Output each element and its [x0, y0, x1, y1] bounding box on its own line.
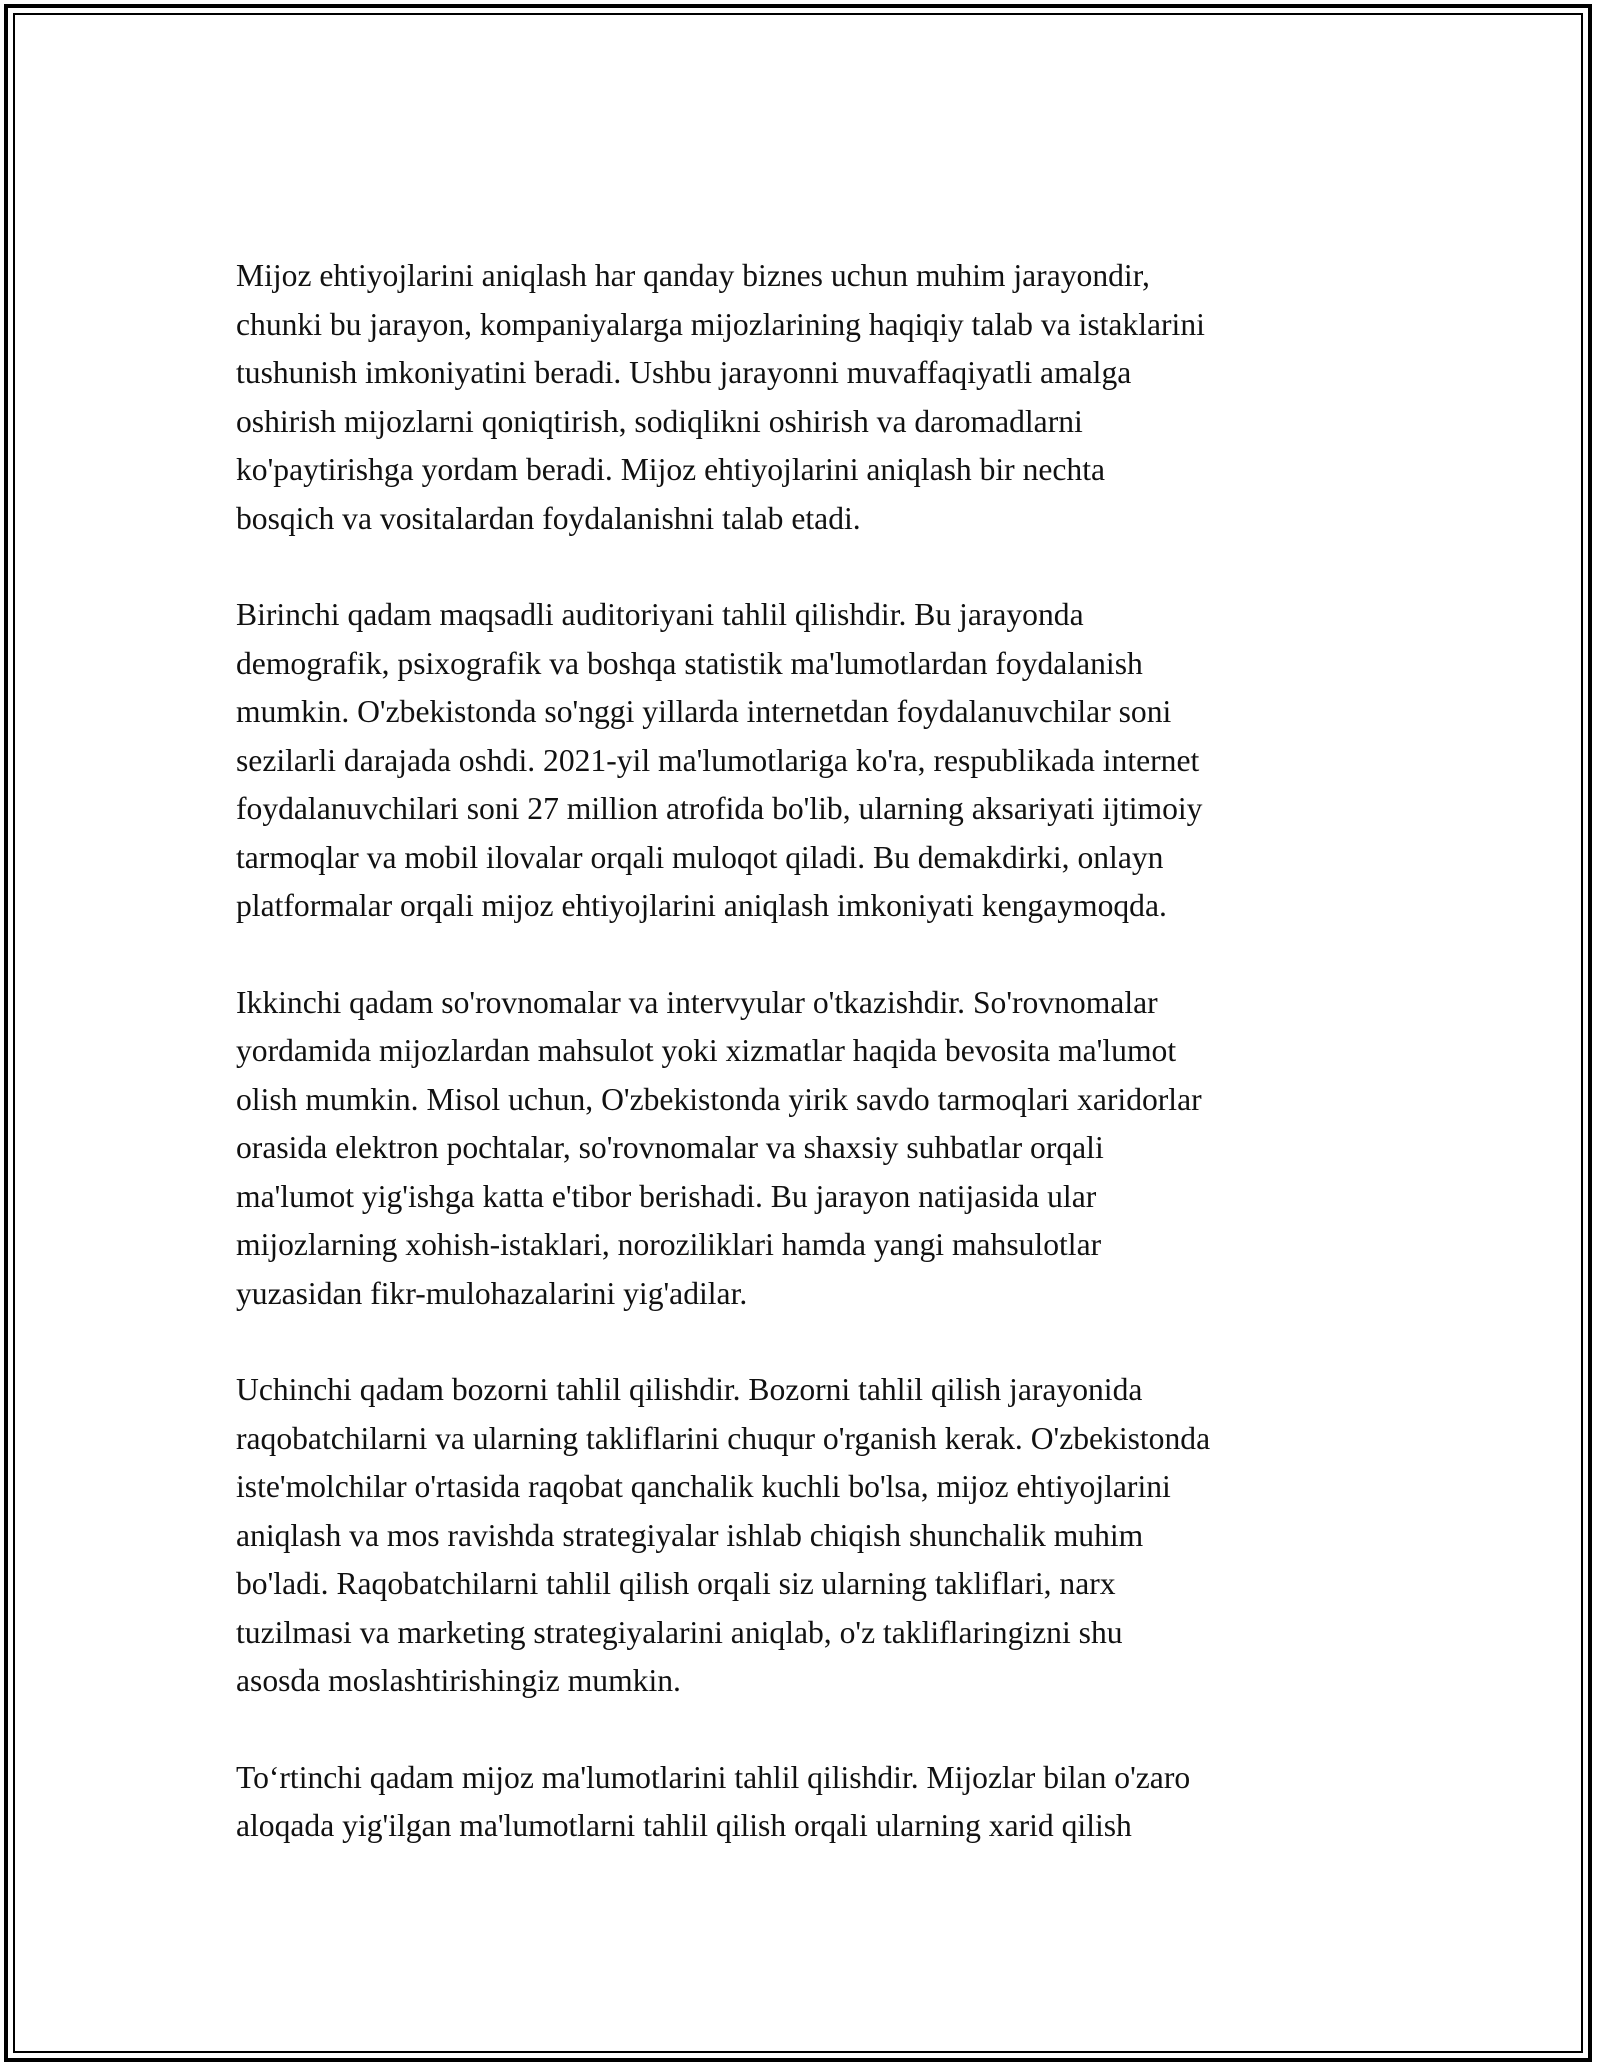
- paragraph-step-one: Birinchi qadam maqsadli auditoriyani tahlil qilishdir. Bu jarayonda demografik, psixografik va boshqa statistik ma'lumotlardan foydalanish mumkin. O'zbekistonda so'nggi yillarda internetdan foydalanuvchilar soni sezilarli darajada oshdi. 2021-yil ma'lumotlariga ko'ra, respublikada internet foydalanuvchilari soni 27 million atrofida bo'lib, ularning aksariyati ijtimoiy tarmoqlar va mobil ilovalar orqali muloqot qiladi. Bu demakdirki, onlayn platformalar orqali mijoz ehtiyojlarini aniqlash imkoniyati kengaymoqda.: [236, 597, 1203, 923]
- document-body: [236, 252, 1376, 1899]
- paragraph-step-four: To‘rtinchi qadam mijoz ma'lumotlarini tahlil qilishdir. Mijozlar bilan o'zaro aloqada yig'ilgan ma'lumotlarni tahlil qilish orqali ularning xarid qilish: [236, 1759, 1191, 1843]
- paragraph-step-two: Ikkinchi qadam so'rovnomalar va intervyular o'tkazishdir. So'rovnomalar yordamida mijozlardan mahsulot yoki xizmatlar haqida bevosita ma'lumot olish mumkin. Misol uchun, O'zbekistonda yirik savdo tarmoqlari xaridorlar orasida elektron pochtalar, so'rovnomalar va shaxsiy suhbatlar orqali ma'lumot yig'ishga katta e'tibor berishadi. Bu jarayon natijasida ular mijozlarning xohish-istaklari, noroziliklari hamda yangi mahsulotlar yuzasidan fikr-mulohazalarini yig'adilar.: [236, 984, 1202, 1311]
- paragraph-intro: Mijoz ehtiyojlarini aniqlash har qanday biznes uchun muhim jarayondir, chunki bu jarayon, kompaniyalarga mijozlarining haqiqiy talab va istaklarini tushunish imkoniyatini beradi. Ushbu jarayonni muvaffaqiyatli amalga oshirish mijozlarni qoniqtirish, sodiqlikni oshirish va daromadlarni ko'paytirishga yordam beradi. Mijoz ehtiyojlarini aniqlash bir nechta bosqich va vositalardan foydalanishni talab etadi.: [236, 258, 1205, 536]
- paragraph-step-three: Uchinchi qadam bozorni tahlil qilishdir. Bozorni tahlil qilish jarayonida raqobatchilarni va ularning takliflarini chuqur o'rganish kerak. O'zbekistonda iste'molchilar o'rtasida raqobat qanchalik kuchli bo'lsa, mijoz ehtiyojlarini aniqlash va mos ravishda strategiyalar ishlab chiqish shunchalik muhim bo'ladi. Raqobatchilarni tahlil qilish orqali siz ularning takliflari, narx tuzilmasi va marketing strategiyalarini aniqlab, o'z takliflaringizni shu asosda moslashtirishingiz mumkin.: [236, 1372, 1211, 1698]
